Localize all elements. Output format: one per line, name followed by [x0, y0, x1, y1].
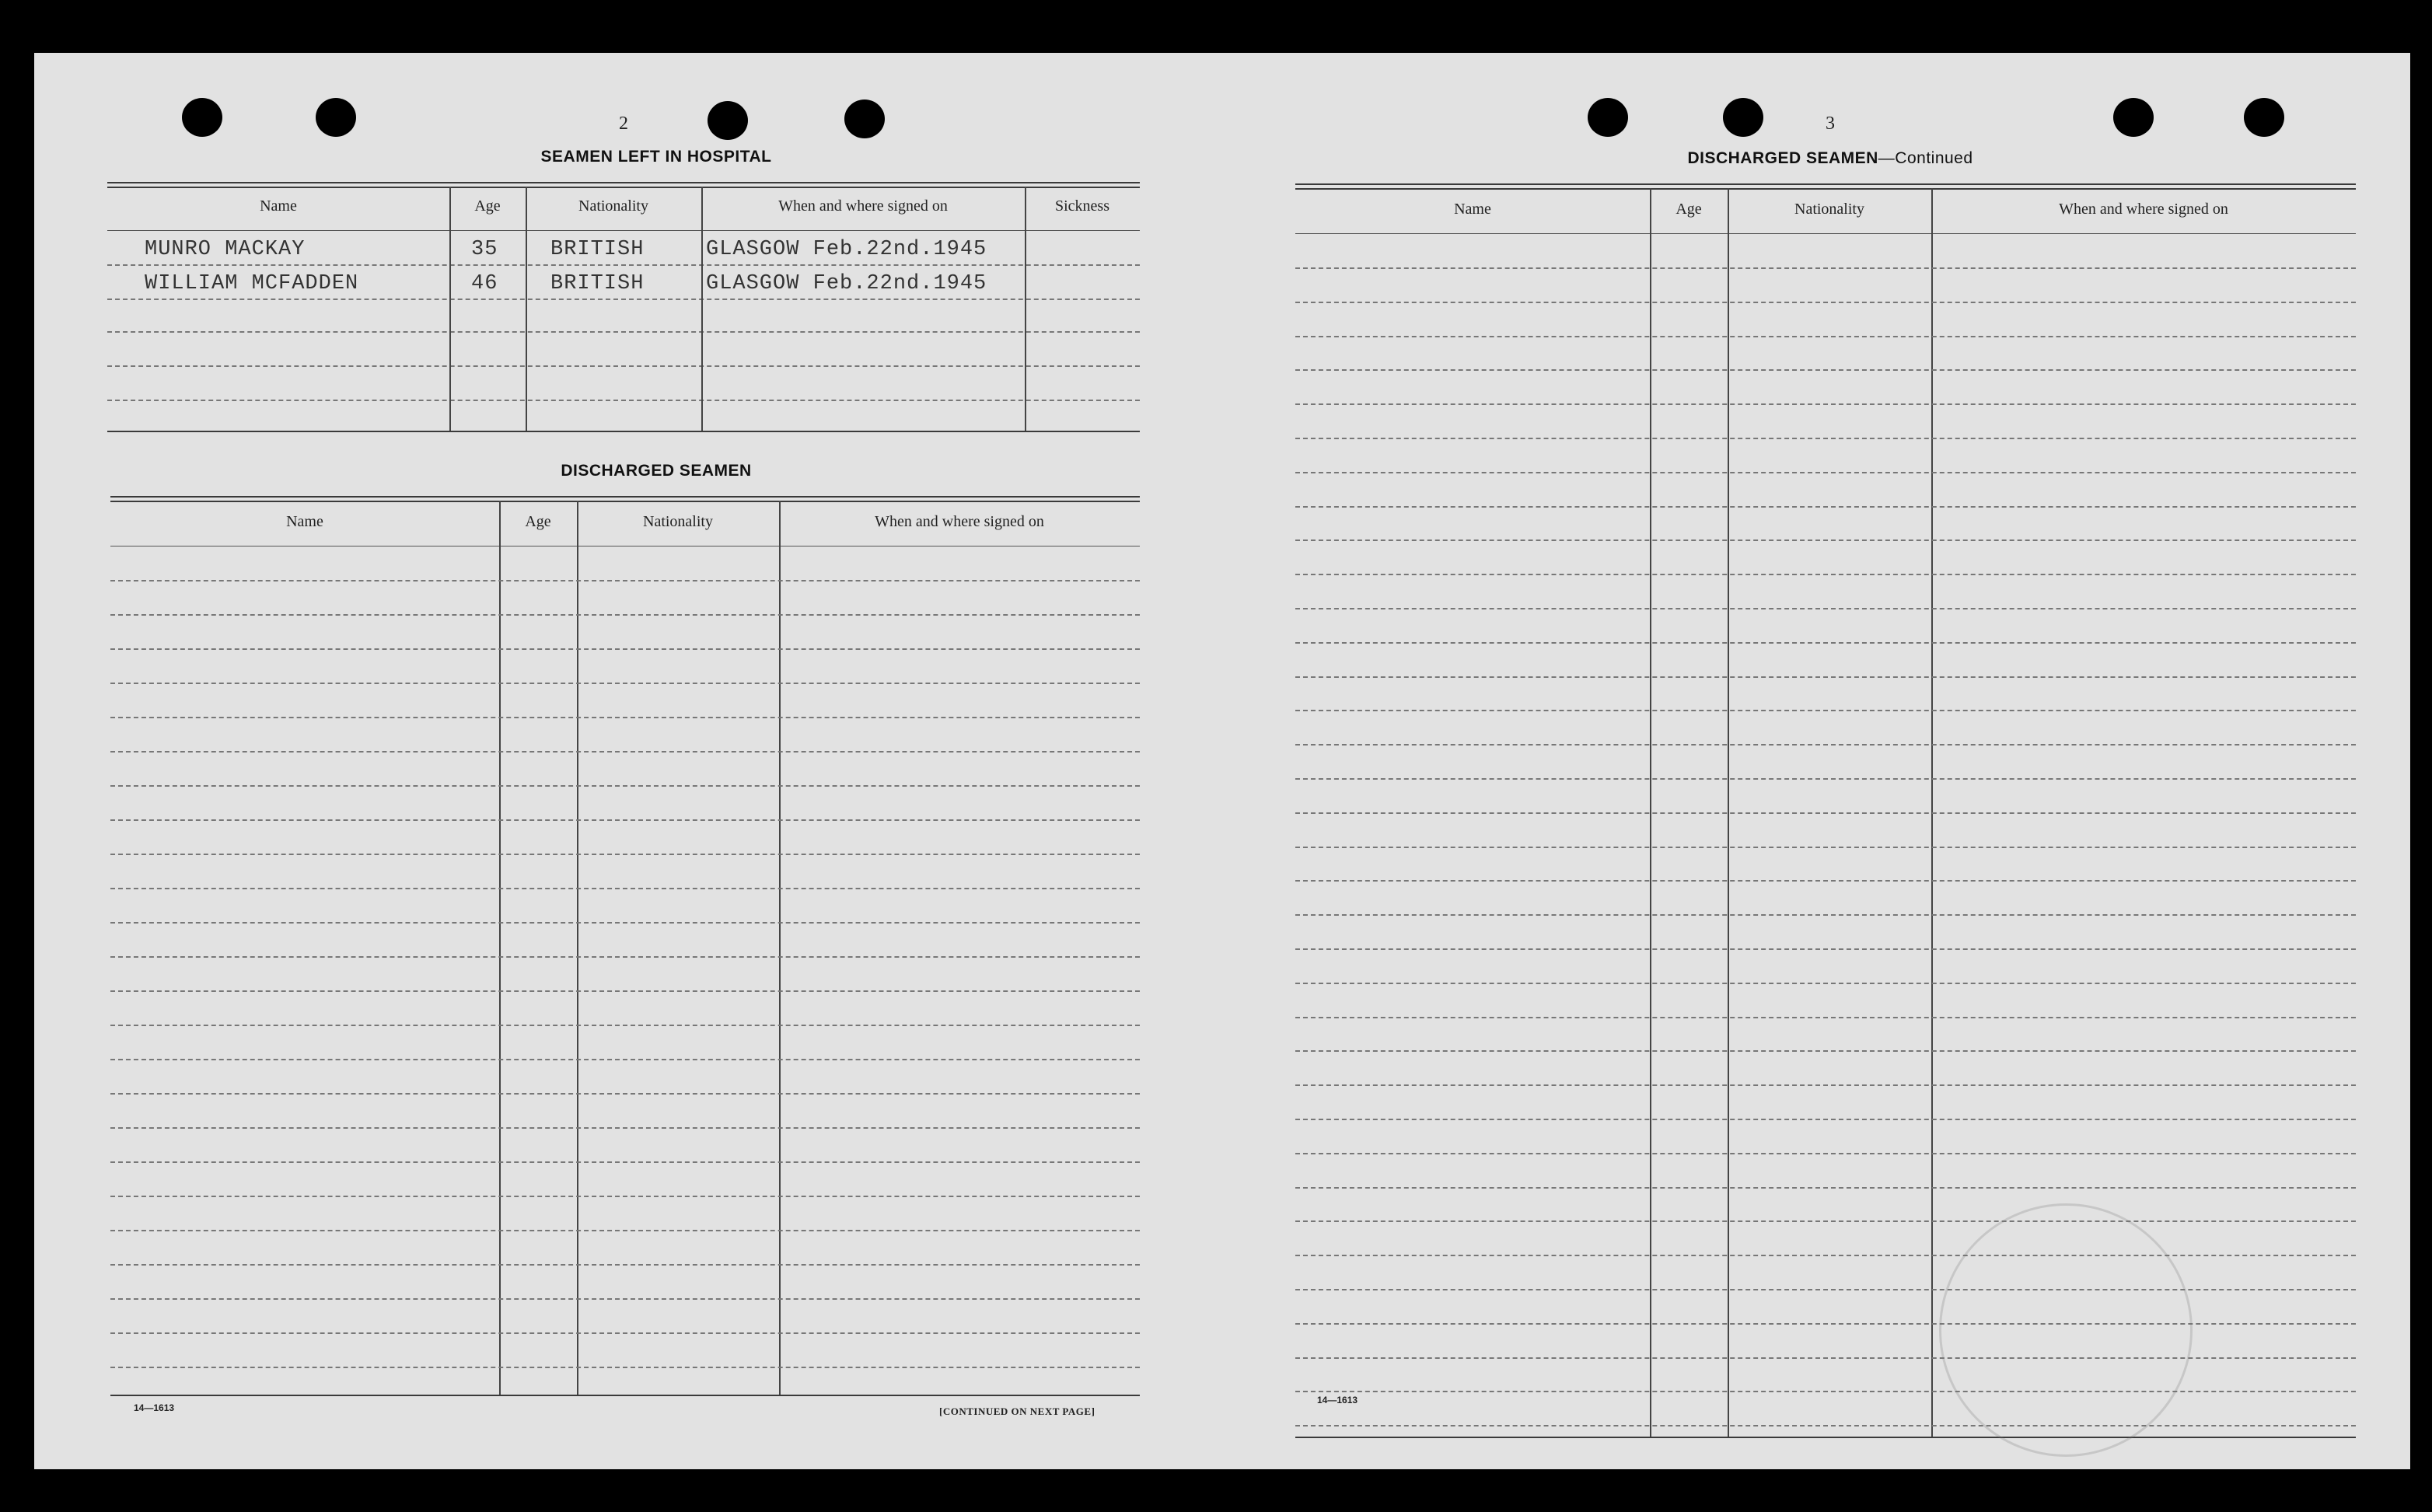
ruled-line [1295, 642, 2356, 644]
col-header-sickness: Sickness [1055, 197, 1109, 215]
ruled-line [110, 922, 1140, 924]
ruled-line [110, 648, 1140, 650]
table-row-age: 35 [471, 238, 498, 261]
table-row-signed-on: GLASGOW Feb.22nd.1945 [706, 272, 987, 295]
col-header-age: Age [1675, 201, 1702, 218]
ruled-line [110, 1025, 1140, 1026]
col-header-name: Name [1454, 201, 1491, 218]
punch-hole [2244, 98, 2284, 137]
ruled-line [1295, 983, 2356, 984]
ruled-line [110, 1298, 1140, 1300]
ruled-line [110, 1332, 1140, 1334]
ruled-line [110, 888, 1140, 889]
col-header-age: Age [525, 513, 551, 530]
ruled-line [1295, 812, 2356, 814]
ruled-line [110, 990, 1140, 992]
ruled-line [110, 1059, 1140, 1060]
ruled-line [1295, 472, 2356, 473]
col-header-signed-on: When and where signed on [2059, 201, 2228, 218]
table-row-nationality: BRITISH [550, 238, 645, 261]
ruled-line [1295, 1187, 2356, 1189]
ruled-line [1295, 676, 2356, 678]
table-row-name: WILLIAM MCFADDEN [145, 272, 359, 295]
right-title-main: DISCHARGED SEAMEN [1687, 149, 1878, 167]
ruled-line [110, 854, 1140, 855]
ruled-line [1295, 1357, 2356, 1359]
ruled-line [110, 1093, 1140, 1095]
ruled-line [1295, 369, 2356, 371]
left-form-number: 14—1613 [134, 1402, 175, 1413]
ruled-line [110, 1196, 1140, 1197]
right-section-title [1558, 149, 2102, 168]
ruled-line [1295, 403, 2356, 405]
ruled-line [1295, 1425, 2356, 1426]
ruled-line [1295, 744, 2356, 746]
ruled-line [1295, 1220, 2356, 1222]
ruled-line [110, 956, 1140, 958]
ruled-line [1295, 1153, 2356, 1154]
punch-hole [316, 98, 356, 137]
document-sheet [34, 53, 2410, 1469]
ruled-line [1295, 1323, 2356, 1325]
ruled-line [1295, 1050, 2356, 1052]
table-row-age: 46 [471, 272, 498, 295]
col-header-signed-on: When and where signed on [778, 197, 948, 215]
table-row-signed-on: GLASGOW Feb.22nd.1945 [706, 238, 987, 261]
ruled-line [1295, 1084, 2356, 1086]
col-header-name: Name [286, 513, 323, 530]
discharged-section-title: DISCHARGED SEAMEN [561, 462, 752, 480]
faint-stamp [1939, 1203, 2193, 1457]
ruled-line [110, 785, 1140, 787]
ruled-line [1295, 1391, 2356, 1392]
ruled-line [1295, 880, 2356, 882]
ruled-line [1295, 302, 2356, 303]
ruled-line [1295, 336, 2356, 337]
ruled-line [1295, 608, 2356, 609]
ruled-line [1295, 267, 2356, 269]
right-title-suffix: —Continued [1878, 149, 1973, 167]
ruled-line [110, 819, 1140, 821]
continued-note: [CONTINUED ON NEXT PAGE] [939, 1405, 1095, 1417]
hospital-table [107, 182, 1140, 493]
punch-hole [1588, 98, 1628, 137]
ruled-line [1295, 778, 2356, 780]
ruled-line [110, 1264, 1140, 1266]
ruled-line [110, 1127, 1140, 1129]
punch-hole [2113, 98, 2154, 137]
punch-hole [708, 101, 748, 140]
ruled-line [1295, 914, 2356, 916]
ruled-line [1295, 1017, 2356, 1018]
punch-hole [1723, 98, 1763, 137]
ruled-line [1295, 948, 2356, 950]
ruled-line [1295, 438, 2356, 439]
ruled-line [110, 683, 1140, 684]
ruled-line [110, 717, 1140, 718]
col-header-name: Name [260, 197, 297, 215]
ruled-line [110, 751, 1140, 753]
table-row-name: MUNRO MACKAY [145, 238, 306, 261]
col-header-nationality: Nationality [643, 513, 713, 530]
hospital-section-title: SEAMEN LEFT IN HOSPITAL [540, 148, 772, 166]
col-header-age: Age [474, 197, 501, 215]
col-header-nationality: Nationality [1794, 201, 1864, 218]
punch-hole [182, 98, 222, 137]
ruled-line [110, 1367, 1140, 1368]
col-header-nationality: Nationality [578, 197, 648, 215]
ruled-line [1295, 710, 2356, 711]
ruled-line [1295, 1289, 2356, 1290]
discharged-continued-table [1295, 183, 2356, 1443]
ruled-line [1295, 1119, 2356, 1120]
ruled-line [1295, 1255, 2356, 1256]
punch-hole [844, 100, 885, 138]
right-form-number: 14—1613 [1317, 1395, 1358, 1405]
ruled-line [1295, 540, 2356, 541]
ruled-line [1295, 506, 2356, 508]
ruled-line [1295, 574, 2356, 575]
discharged-table [110, 496, 1140, 1398]
right-page-number: 3 [1826, 113, 1835, 134]
ruled-line [110, 1230, 1140, 1231]
left-page-number: 2 [619, 113, 628, 134]
table-row-nationality: BRITISH [550, 272, 645, 295]
ruled-line [110, 1161, 1140, 1163]
ruled-line [1295, 847, 2356, 848]
col-header-signed-on: When and where signed on [875, 513, 1044, 530]
ruled-line [110, 614, 1140, 616]
ruled-line [110, 580, 1140, 581]
